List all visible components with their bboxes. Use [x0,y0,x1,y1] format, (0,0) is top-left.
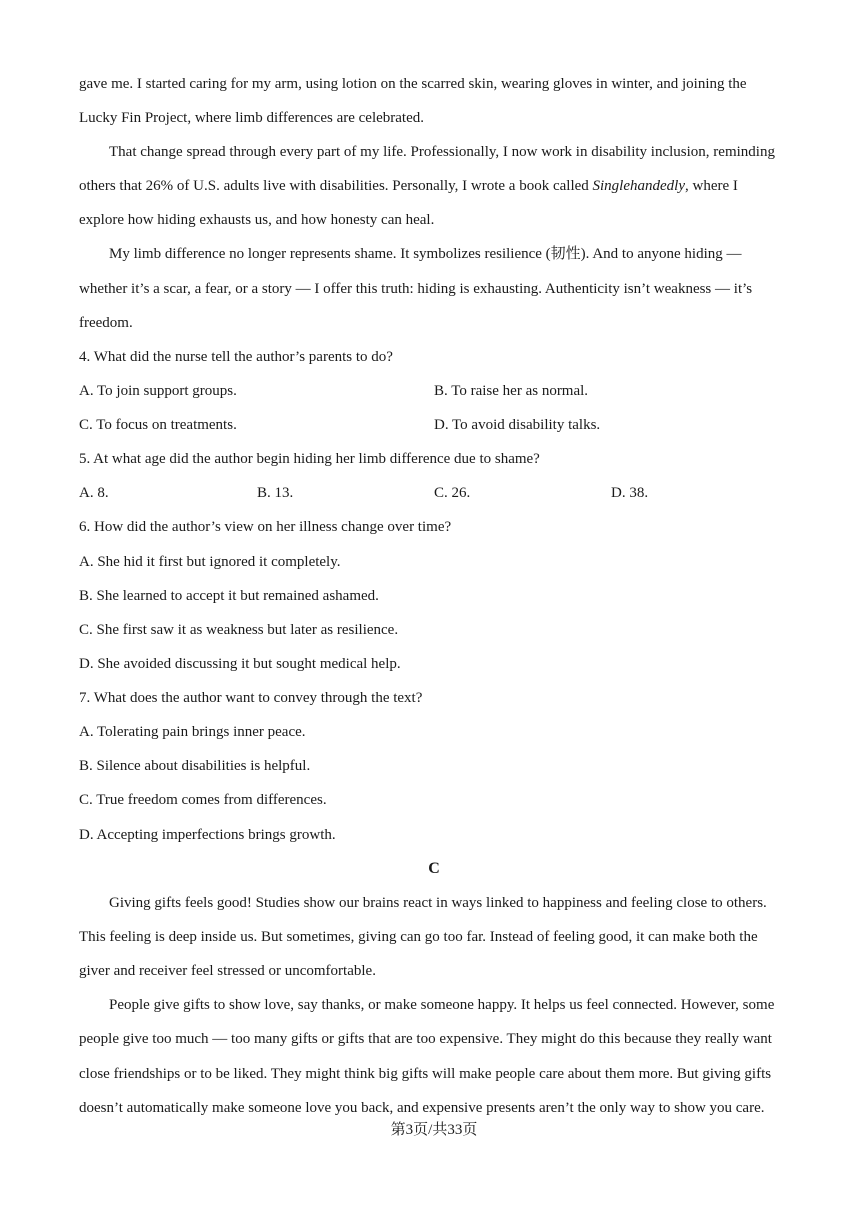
question-7-option-c: C. True freedom comes from differences. [79,792,327,808]
passage-c-line-1: Giving gifts feels good! Studies show our brains react in ways linked to happiness and feeling close to others. [109,895,767,911]
passage-c-line-3: giver and receiver feel stressed or uncomfortable. [79,963,376,979]
passage-b-line-3: That change spread through every part of my life. Professionally, I now work in disability inclusion, reminding [109,144,775,160]
passage-b-line-4 [79,176,791,196]
question-6-stem: 6. How did the author’s view on her illness change over time? [79,519,452,535]
passage-b-line-6: My limb difference no longer represents shame. It symbolizes resilience (韧性). And to anyone hiding — [109,246,742,262]
passage-b-line-1: gave me. I started caring for my arm, using lotion on the scarred skin, wearing gloves in winter, and joining the [79,76,747,92]
passage-c-line-6: close friendships or to be liked. They might think big gifts will make people care about them more. But giving gifts [79,1066,772,1082]
section-heading-c: C [428,860,440,877]
question-5-option-a: A. 8. [79,485,109,501]
question-4-option-b: B. To raise her as normal. [434,383,589,399]
passage-b-line-5: explore how hiding exhausts us, and how honesty can heal. [79,212,435,228]
passage-b-line-4-text: others that 26% of U.S. adults live with disabilities. Personally, I wrote a book called [79,178,593,194]
question-7-option-a: A. Tolerating pain brings inner peace. [79,724,306,740]
question-7-option-b: B. Silence about disabilities is helpful. [79,758,311,774]
question-6-option-d: D. She avoided discussing it but sought medical help. [79,656,401,672]
question-4-option-a: A. To join support groups. [79,383,237,399]
passage-b-line-8: freedom. [79,315,133,331]
question-4-option-c: C. To focus on treatments. [79,417,237,433]
question-7-option-d: D. Accepting imperfections brings growth. [79,827,336,843]
question-4-option-d: D. To avoid disability talks. [434,417,601,433]
question-5-option-d: D. 38. [611,485,649,501]
passage-c-line-7: doesn’t automatically make someone love you back, and expensive presents aren’t the only way to show you care. [79,1100,765,1116]
passage-b-line-7: whether it’s a scar, a fear, or a story — I offer this truth: hiding is exhausting. Authenticity isn’t weakness — it’s [79,281,753,297]
book-title: Singlehandedly [592,178,685,194]
question-6-option-a: A. She hid it first but ignored it completely. [79,554,341,570]
question-6-option-c: C. She first saw it as weakness but later as resilience. [79,622,399,638]
question-7-stem: 7. What does the author want to convey through the text? [79,690,423,706]
question-4-stem: 4. What did the nurse tell the author’s parents to do? [79,349,393,365]
passage-c-line-5: people give too much — too many gifts or gifts that are too expensive. They might do this because they really want [79,1031,772,1047]
passage-c-line-2: This feeling is deep inside us. But sometimes, giving can go too far. Instead of feeling good, it can make both the [79,929,758,945]
question-5-stem: 5. At what age did the author begin hiding her limb difference due to shame? [79,451,540,467]
passage-c-line-4: People give gifts to show love, say thanks, or make someone happy. It helps us feel connected. However, some [109,997,775,1013]
page-number: 第3页/共33页 [390,1122,478,1138]
question-5-option-c: C. 26. [434,485,471,501]
question-5-option-b: B. 13. [257,485,294,501]
passage-b-line-4-tail: , where I [685,178,738,194]
question-6-option-b: B. She learned to accept it but remained ashamed. [79,588,379,604]
passage-b-line-2: Lucky Fin Project, where limb differences are celebrated. [79,110,424,126]
